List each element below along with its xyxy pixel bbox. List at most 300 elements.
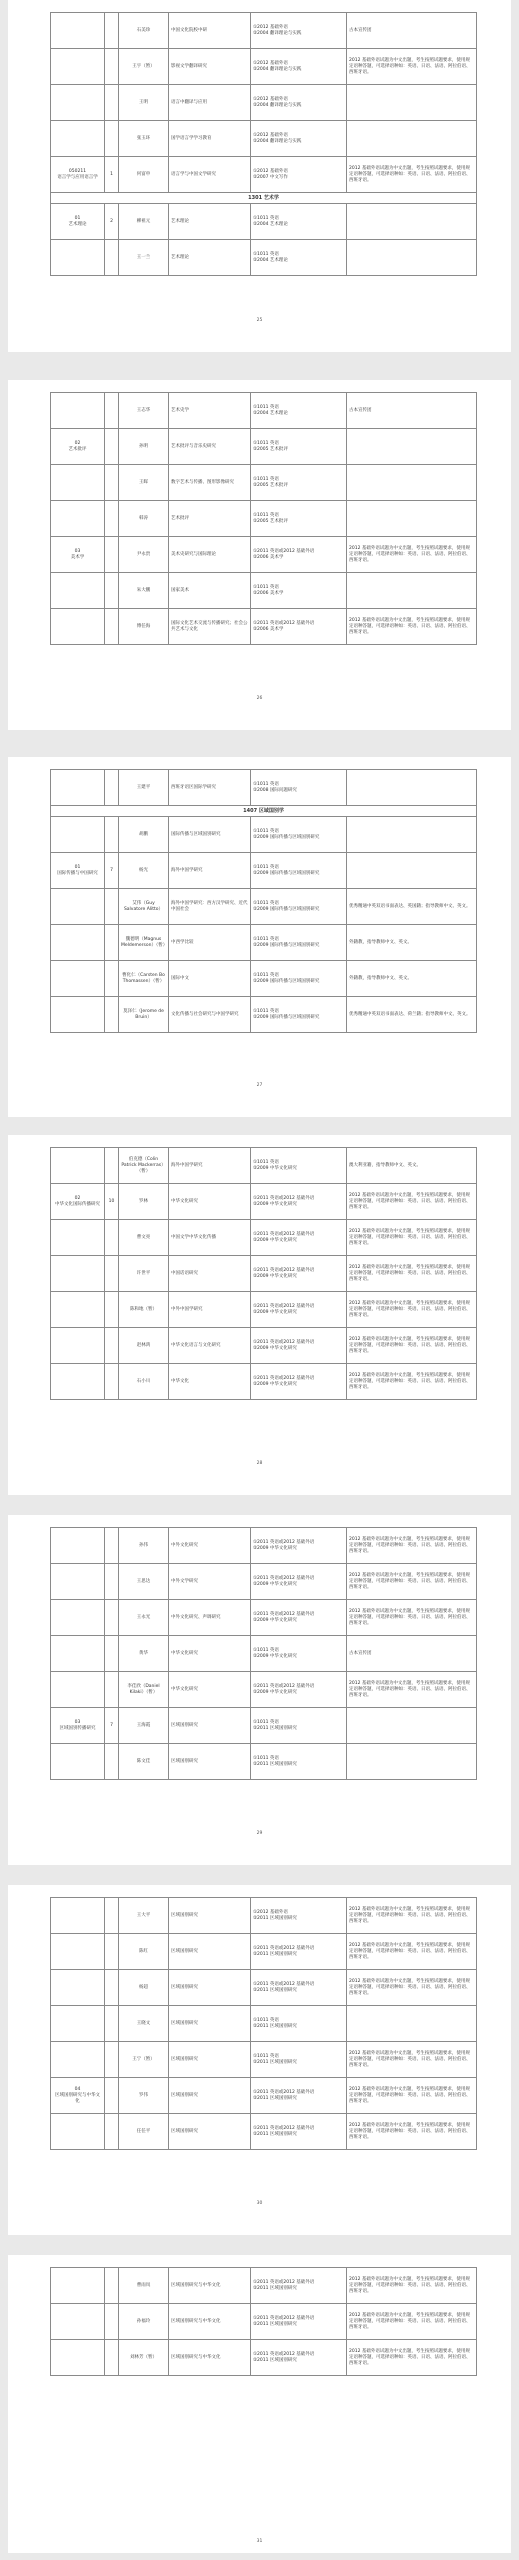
supervisor-cell: 陈和地（暂）: [119, 1292, 169, 1328]
exam-cell: ①2011 英语或2012 基础外语 ②2009 中华文化研究: [251, 1564, 347, 1600]
supervisor-cell: 曹雨岚: [119, 2268, 169, 2304]
exam-cell: ①1011 英语 ②2009 国际传播与区域国别研究: [251, 817, 347, 853]
subject-cell: [51, 2006, 105, 2042]
document-page: [8, 380, 511, 730]
subject-cell: [51, 1744, 105, 1780]
supervisor-cell: 曹化仁（Carsten Bo Thomassen）（暂）: [119, 961, 169, 997]
exam-cell: ①2011 英语或2012 基础外语 ②2009 中华文化研究: [251, 1600, 347, 1636]
subject-cell: [51, 465, 105, 501]
table-row: [51, 13, 477, 49]
subject-cell: [51, 49, 105, 85]
subject-cell: 03 区域国别传播研究: [51, 1708, 105, 1744]
exam-cell: ①2012 基础外语 ②2004 翻译理论与实践: [251, 13, 347, 49]
remark-cell: 2012 基础外语试题为中文出题，考生按照试题要求，使用规定语种答题，可选择语种如：英语、日语、法语、阿拉伯语、西班牙语。: [347, 2304, 477, 2340]
remark-cell: [347, 817, 477, 853]
exam-cell: ①2011 英语或2012 基础外语 ②2011 区域国别研究: [251, 2268, 347, 2304]
table-row: [51, 1970, 477, 2006]
table-row: [51, 2042, 477, 2078]
direction-cell: 艺术理论: [169, 240, 251, 276]
admission-table: [50, 392, 477, 645]
remark-cell: 2012 基础外语试题为中文出题，考生按照试题要求，使用规定语种答题，可选择语种如：英语、日语、法语、阿拉伯语、西班牙语。: [347, 1292, 477, 1328]
remark-cell: 古本宣传团: [347, 13, 477, 49]
subject-cell: [51, 2304, 105, 2340]
supervisor-cell: 何富申: [119, 157, 169, 193]
quota-cell: [105, 609, 119, 645]
table-row: [51, 1364, 477, 1400]
subject-cell: [51, 1636, 105, 1672]
table-row: [51, 817, 477, 853]
quota-cell: 1: [105, 157, 119, 193]
table-row: [51, 1898, 477, 1934]
direction-cell: 艺术史学: [169, 393, 251, 429]
supervisor-cell: 王思达: [119, 1564, 169, 1600]
supervisor-cell: 莫泽仁（Jerome de Bruin）: [119, 997, 169, 1033]
subject-cell: [51, 1148, 105, 1184]
exam-cell: ①2011 英语或2012 基础外语 ②2011 区域国别研究: [251, 2304, 347, 2340]
table-row: [51, 121, 477, 157]
remark-cell: 优秀精通中英双语书面表达、英国籍；指导教师中文、英文。: [347, 889, 477, 925]
direction-cell: 区域国别研究: [169, 1744, 251, 1780]
exam-cell: ①1011 英语 ②2005 艺术批评: [251, 501, 347, 537]
supervisor-cell: 石小川: [119, 1364, 169, 1400]
direction-cell: 区域国别研究: [169, 1934, 251, 1970]
quota-cell: [105, 1148, 119, 1184]
direction-cell: 区域国别研究: [169, 2114, 251, 2150]
exam-cell: ①1011 英语 ②2009 中华文化研究: [251, 1148, 347, 1184]
subject-cell: [51, 501, 105, 537]
subject-cell: [51, 889, 105, 925]
table-row: [51, 1934, 477, 1970]
remark-cell: 2012 基础外语试题为中文出题，考生按照试题要求，使用规定语种答题，可选择语种如：英语、日语、法语、阿拉伯语、西班牙语。: [347, 1898, 477, 1934]
table-row: [51, 1328, 477, 1364]
exam-cell: ①1011 英语 ②2009 国际传播与区域国别研究: [251, 925, 347, 961]
subject-cell: [51, 573, 105, 609]
direction-cell: 艺术批评: [169, 501, 251, 537]
table-row: [51, 2114, 477, 2150]
supervisor-cell: 王海霞: [119, 1708, 169, 1744]
quota-cell: [105, 2114, 119, 2150]
direction-cell: 区域国别研究: [169, 1970, 251, 2006]
admission-table: [50, 1147, 477, 1400]
subject-cell: [51, 925, 105, 961]
supervisor-cell: 任任平: [119, 2114, 169, 2150]
supervisor-cell: 王晖: [119, 465, 169, 501]
supervisor-cell: 傅任海: [119, 609, 169, 645]
subject-cell: [51, 240, 105, 276]
remark-cell: 2012 基础外语试题为中文出题，考生按照试题要求，使用规定语种答题，可选择语种如：英语、日语、法语、阿拉伯语、西班牙语。: [347, 1364, 477, 1400]
remark-cell: 2012 基础外语试题为中文出题，考生按照试题要求，使用规定语种答题，可选择语种如：英语、日语、法语、阿拉伯语、西班牙语。: [347, 2340, 477, 2376]
quota-cell: [105, 2078, 119, 2114]
remark-cell: 2012 基础外语试题为中文出题，考生按照试题要求，使用规定语种答题，可选择语种如：英语、日语、法语、阿拉伯语、西班牙语。: [347, 1528, 477, 1564]
direction-cell: 中华文化: [169, 1364, 251, 1400]
quota-cell: 7: [105, 853, 119, 889]
remark-cell: 2012 基础外语试题为中文出题，考生按照试题要求，使用规定语种答题，可选择语种如：英语、日语、法语、阿拉伯语、西班牙语。: [347, 1220, 477, 1256]
subject-cell: [51, 817, 105, 853]
supervisor-cell: 石美珍: [119, 13, 169, 49]
quota-cell: [105, 2340, 119, 2376]
exam-cell: ①1011 英语 ②2009 中华文化研究: [251, 1636, 347, 1672]
direction-cell: 区域国别研究: [169, 1708, 251, 1744]
remark-cell: [347, 2006, 477, 2042]
subject-cell: [51, 2114, 105, 2150]
subject-cell: [51, 1256, 105, 1292]
remark-cell: [347, 501, 477, 537]
supervisor-cell: 李佳欣（Daniel Kilaki）（暂）: [119, 1672, 169, 1708]
subject-cell: [51, 2042, 105, 2078]
remark-cell: 2012 基础外语试题为中文出题，考生按照试题要求，使用规定语种答题，可选择语种如：英语、日语、法语、阿拉伯语、西班牙语。: [347, 609, 477, 645]
table-row: [51, 1528, 477, 1564]
direction-cell: 数字艺术与传播、图形影像研究: [169, 465, 251, 501]
table-row: [51, 997, 477, 1033]
exam-cell: ①2011 英语或2012 基础外语 ②2006 美术学: [251, 537, 347, 573]
supervisor-cell: 王一兰: [119, 240, 169, 276]
exam-cell: ①2011 英语或2012 基础外语 ②2006 美术学: [251, 609, 347, 645]
quota-cell: [105, 925, 119, 961]
quota-cell: [105, 770, 119, 806]
remark-cell: 2012 基础外语试题为中文出题，考生按照试题要求，使用规定语种答题，可选择语种如：英语、日语、法语、阿拉伯语、西班牙语。: [347, 1184, 477, 1220]
supervisor-cell: 柳祖元: [119, 204, 169, 240]
supervisor-cell: 陈红: [119, 1934, 169, 1970]
supervisor-cell: 孙明: [119, 429, 169, 465]
subject-cell: [51, 393, 105, 429]
exam-cell: ①2011 英语或2012 基础外语 ②2011 区域国别研究: [251, 2078, 347, 2114]
direction-cell: 海外中国学研究: [169, 853, 251, 889]
quota-cell: [105, 240, 119, 276]
remark-cell: [347, 85, 477, 121]
exam-cell: ①1011 英语 ②2004 艺术理论: [251, 393, 347, 429]
supervisor-cell: 王晓文: [119, 2006, 169, 2042]
supervisor-cell: 陈文佳: [119, 1744, 169, 1780]
supervisor-cell: 朱大鹏: [119, 573, 169, 609]
remark-cell: 2012 基础外语试题为中文出题，考生按照试题要求，使用规定语种答题，可选择语种如：英语、日语、法语、阿拉伯语、西班牙语。: [347, 1672, 477, 1708]
document-page: [8, 2255, 511, 2553]
document-page: [8, 1515, 511, 1865]
remark-cell: 2012 基础外语试题为中文出题，考生按照试题要求，使用规定语种答题，可选择语种如：英语、日语、法语、阿拉伯语、西班牙语。: [347, 1328, 477, 1364]
table-row: [51, 2268, 477, 2304]
table-row: [51, 609, 477, 645]
exam-cell: ①2011 英语或2012 基础外语 ②2009 中华文化研究: [251, 1256, 347, 1292]
subject-cell: [51, 1898, 105, 1934]
subject-cell: [51, 2340, 105, 2376]
quota-cell: [105, 997, 119, 1033]
subject-cell: [51, 1672, 105, 1708]
subject-cell: [51, 2268, 105, 2304]
table-row: [51, 1220, 477, 1256]
quota-cell: [105, 1220, 119, 1256]
page-number: 26: [256, 696, 263, 701]
direction-cell: 海外中国学研究：西方汉学研究、近代中国社会: [169, 889, 251, 925]
subject-cell: [51, 85, 105, 121]
supervisor-cell: 张玉环: [119, 121, 169, 157]
supervisor-cell: 王永光: [119, 1600, 169, 1636]
remark-cell: 2012 基础外语试题为中文出题，考生按照试题要求，使用规定语种答题，可选择语种如：英语、日语、法语、阿拉伯语、西班牙语。: [347, 537, 477, 573]
quota-cell: [105, 1934, 119, 1970]
supervisor-cell: 刘林芳（暂）: [119, 2340, 169, 2376]
direction-cell: 西班牙语区国际学研究: [169, 770, 251, 806]
quota-cell: [105, 1256, 119, 1292]
exam-cell: ①2012 基础外语 ②2004 翻译理论与实践: [251, 121, 347, 157]
quota-cell: [105, 1528, 119, 1564]
direction-cell: 语言中翻译与应用: [169, 85, 251, 121]
exam-cell: ①2011 英语或2012 基础外语 ②2011 区域国别研究: [251, 2114, 347, 2150]
exam-cell: ①2011 英语或2012 基础外语 ②2009 中华文化研究: [251, 1528, 347, 1564]
table-row: [51, 85, 477, 121]
table-row: [51, 1708, 477, 1744]
subject-cell: [51, 609, 105, 645]
admission-table: [50, 12, 477, 276]
direction-cell: 中外文学研究: [169, 1564, 251, 1600]
direction-cell: 海外中国学研究: [169, 1148, 251, 1184]
table-row: [51, 240, 477, 276]
section-row: [51, 193, 477, 204]
supervisor-cell: 王明: [119, 85, 169, 121]
quota-cell: [105, 1744, 119, 1780]
direction-cell: 区域国别研究: [169, 1898, 251, 1934]
supervisor-cell: 艾伟（Guy Salvatore Alitto）: [119, 889, 169, 925]
remark-cell: 2012 基础外语试题为中文出题，考生按照试题要求，使用规定语种答题，可选择语种如：英语、日语、法语、阿拉伯语、西班牙语。: [347, 1600, 477, 1636]
exam-cell: ①2011 英语或2012 基础外语 ②2009 中华文化研究: [251, 1292, 347, 1328]
exam-cell: ①2012 基础外语 ②2011 区域国别研究: [251, 1898, 347, 1934]
subject-cell: [51, 13, 105, 49]
remark-cell: 外籍教，指导教师中文、英文。: [347, 925, 477, 961]
remark-cell: 2012 基础外语试题为中文出题，考生按照试题要求，使用规定语种答题，可选择语种如：英语、日语、法语、阿拉伯语、西班牙语。: [347, 157, 477, 193]
exam-cell: ①2011 英语或2012 基础外语 ②2009 中华文化研究: [251, 1220, 347, 1256]
direction-cell: 国家美术: [169, 573, 251, 609]
table-row: [51, 157, 477, 193]
quota-cell: [105, 85, 119, 121]
direction-cell: 语言学与中国文学研究: [169, 157, 251, 193]
page-number: 29: [256, 1831, 263, 1836]
subject-cell: [51, 1564, 105, 1600]
subject-cell: 02 中华文化国际传播研究: [51, 1184, 105, 1220]
remark-cell: 2012 基础外语试题为中文出题，考生按照试题要求，使用规定语种答题，可选择语种如：英语、日语、法语、阿拉伯语、西班牙语。: [347, 49, 477, 85]
remark-cell: [347, 121, 477, 157]
subject-cell: 04 区域国别研究与中华文化: [51, 2078, 105, 2114]
remark-cell: 古本宣传团: [347, 393, 477, 429]
exam-cell: ①1011 英语 ②2011 区域国别研究: [251, 2006, 347, 2042]
exam-cell: ①1011 英语 ②2009 国际传播与区域国别研究: [251, 853, 347, 889]
supervisor-cell: 杨光: [119, 853, 169, 889]
quota-cell: [105, 49, 119, 85]
quota-cell: [105, 1636, 119, 1672]
direction-cell: 中国话语研究: [169, 1256, 251, 1292]
page-number: 27: [256, 1083, 263, 1088]
subject-cell: [51, 121, 105, 157]
remark-cell: [347, 770, 477, 806]
supervisor-cell: 韩涛: [119, 501, 169, 537]
exam-cell: ①1011 英语 ②2004 艺术理论: [251, 240, 347, 276]
supervisor-cell: 曹文亮: [119, 1220, 169, 1256]
admission-table: [50, 1527, 477, 1780]
table-row: [51, 1184, 477, 1220]
quota-cell: [105, 465, 119, 501]
supervisor-cell: 王建平: [119, 770, 169, 806]
subject-cell: [51, 1970, 105, 2006]
quota-cell: [105, 2006, 119, 2042]
subject-cell: [51, 1292, 105, 1328]
table-row: [51, 1148, 477, 1184]
admission-table: [50, 2267, 477, 2376]
section-title: 1407 区域国别学: [51, 806, 477, 817]
quota-cell: 7: [105, 1708, 119, 1744]
remark-cell: 2012 基础外语试题为中文出题，考生按照试题要求，使用规定语种答题，可选择语种如：英语、日语、法语、阿拉伯语、西班牙语。: [347, 1970, 477, 2006]
subject-cell: [51, 1528, 105, 1564]
remark-cell: 2012 基础外语试题为中文出题，考生按照试题要求，使用规定语种答题，可选择语种如：英语、日语、法语、阿拉伯语、西班牙语。: [347, 2114, 477, 2150]
table-row: [51, 889, 477, 925]
direction-cell: 中外中国学研究: [169, 1292, 251, 1328]
table-row: [51, 2340, 477, 2376]
direction-cell: 中外文化研究、声调研究: [169, 1600, 251, 1636]
subject-cell: [51, 961, 105, 997]
exam-cell: ①2011 英语或2012 基础外语 ②2009 中华文化研究: [251, 1364, 347, 1400]
remark-cell: [347, 204, 477, 240]
document-page: [8, 0, 511, 352]
exam-cell: ①2011 英语或2012 基础外语 ②2011 区域国别研究: [251, 2340, 347, 2376]
supervisor-cell: 王志华: [119, 393, 169, 429]
table-row: [51, 465, 477, 501]
subject-cell: 02 艺术批评: [51, 429, 105, 465]
table-row: [51, 961, 477, 997]
remark-cell: 2012 基础外语试题为中文出题，考生按照试题要求，使用规定语种答题，可选择语种如：英语、日语、法语、阿拉伯语、西班牙语。: [347, 2042, 477, 2078]
exam-cell: ①1011 英语 ②2011 区域国别研究: [251, 2042, 347, 2078]
table-row: [51, 1256, 477, 1292]
section-row: [51, 806, 477, 817]
remark-cell: [347, 465, 477, 501]
exam-cell: ①2011 英语或2012 基础外语 ②2009 中华文化研究: [251, 1328, 347, 1364]
supervisor-cell: 王宁（暂）: [119, 2042, 169, 2078]
supervisor-cell: 罗伟: [119, 2078, 169, 2114]
document-page: [8, 1135, 511, 1495]
remark-cell: [347, 573, 477, 609]
subject-cell: [51, 770, 105, 806]
page-number: 25: [256, 318, 263, 323]
remark-cell: [347, 1744, 477, 1780]
subject-cell: [51, 1364, 105, 1400]
table-row: [51, 1564, 477, 1600]
exam-cell: ①2011 英语或2012 基础外语 ②2011 区域国别研究: [251, 1970, 347, 2006]
exam-cell: ①2012 基础外语 ②2004 翻译理论与实践: [251, 85, 347, 121]
remark-cell: 2012 基础外语试题为中文出题，考生按照试题要求，使用规定语种答题，可选择语种如：英语、日语、法语、阿拉伯语、西班牙语。: [347, 1564, 477, 1600]
exam-cell: ①1011 英语 ②2011 区域国别研究: [251, 1744, 347, 1780]
direction-cell: 中外文化研究: [169, 1528, 251, 1564]
quota-cell: [105, 1292, 119, 1328]
direction-cell: 国际中文: [169, 961, 251, 997]
direction-cell: 美术史研究与国际理论: [169, 537, 251, 573]
supervisor-cell: 胡鹏: [119, 817, 169, 853]
quota-cell: [105, 13, 119, 49]
table-row: [51, 2006, 477, 2042]
table-row: [51, 573, 477, 609]
supervisor-cell: 许世平: [119, 1256, 169, 1292]
exam-cell: ①1011 英语 ②2008 国际问题研究: [251, 770, 347, 806]
document-page: [8, 757, 511, 1117]
subject-cell: [51, 1600, 105, 1636]
supervisor-cell: 孙伟: [119, 1528, 169, 1564]
exam-cell: ①2011 英语或2012 基础外语 ②2009 中华文化研究: [251, 1184, 347, 1220]
remark-cell: 澳大利亚籍，指导教师中文、英文。: [347, 1148, 477, 1184]
supervisor-cell: 杨超: [119, 1970, 169, 2006]
exam-cell: ①1011 英语 ②2005 艺术批评: [251, 465, 347, 501]
admission-table: [50, 769, 477, 1033]
quota-cell: [105, 1564, 119, 1600]
direction-cell: 区域国别研究: [169, 2006, 251, 2042]
table-row: [51, 49, 477, 85]
table-row: [51, 925, 477, 961]
exam-cell: ①2012 基础外语 ②2004 翻译理论与实践: [251, 49, 347, 85]
table-row: [51, 770, 477, 806]
quota-cell: [105, 1600, 119, 1636]
remark-cell: [347, 1708, 477, 1744]
quota-cell: 10: [105, 1184, 119, 1220]
direction-cell: 区域国别研究: [169, 2042, 251, 2078]
table-row: [51, 1292, 477, 1328]
subject-cell: [51, 1220, 105, 1256]
exam-cell: ①1011 英语 ②2006 美术学: [251, 573, 347, 609]
direction-cell: 影视文学翻译研究: [169, 49, 251, 85]
table-row: [51, 204, 477, 240]
supervisor-cell: 尹永贵: [119, 537, 169, 573]
quota-cell: 2: [105, 204, 119, 240]
table-row: [51, 393, 477, 429]
remark-cell: [347, 240, 477, 276]
direction-cell: 国际文化艺术交流与传播研究；社会公共艺术与文化: [169, 609, 251, 645]
exam-cell: ①1011 英语 ②2009 国际传播与区域国别研究: [251, 961, 347, 997]
supervisor-cell: 伯克德（Colin Patrick Mackerras）（暂）: [119, 1148, 169, 1184]
table-row: [51, 537, 477, 573]
quota-cell: [105, 889, 119, 925]
admission-table: [50, 1897, 477, 2150]
supervisor-cell: 孙福玲: [119, 2304, 169, 2340]
quota-cell: [105, 573, 119, 609]
quota-cell: [105, 2268, 119, 2304]
exam-cell: ①1011 英语 ②2009 国际传播与区域国别研究: [251, 997, 347, 1033]
quota-cell: [105, 393, 119, 429]
quota-cell: [105, 1672, 119, 1708]
exam-cell: ①1011 英语 ②2011 区域国别研究: [251, 1708, 347, 1744]
exam-cell: ①1011 英语 ②2009 国际传播与区域国别研究: [251, 889, 347, 925]
direction-cell: 中国文学中华文化传播: [169, 1220, 251, 1256]
quota-cell: [105, 1970, 119, 2006]
table-row: [51, 429, 477, 465]
subject-cell: [51, 1328, 105, 1364]
subject-cell: [51, 1934, 105, 1970]
direction-cell: 区域国别研究与中华文化: [169, 2268, 251, 2304]
table-row: [51, 501, 477, 537]
subject-cell: 01 艺术理论: [51, 204, 105, 240]
quota-cell: [105, 2042, 119, 2078]
table-row: [51, 1600, 477, 1636]
quota-cell: [105, 1328, 119, 1364]
quota-cell: [105, 2304, 119, 2340]
quota-cell: [105, 1364, 119, 1400]
quota-cell: [105, 817, 119, 853]
quota-cell: [105, 429, 119, 465]
exam-cell: ①2011 英语或2012 基础外语 ②2009 中华文化研究: [251, 1672, 347, 1708]
remark-cell: 优秀精通中英双语书面表达、荷兰籍；指导教师中文、英文。: [347, 997, 477, 1033]
exam-cell: ①1011 英语 ②2005 艺术批评: [251, 429, 347, 465]
exam-cell: ①2011 英语或2012 基础外语 ②2011 区域国别研究: [251, 1934, 347, 1970]
remark-cell: 2012 基础外语试题为中文出题，考生按照试题要求，使用规定语种答题，可选择语种如：英语、日语、法语、阿拉伯语、西班牙语。: [347, 2078, 477, 2114]
direction-cell: 区域国别研究: [169, 2078, 251, 2114]
direction-cell: 中华文化语言与文化研究: [169, 1328, 251, 1364]
subject-cell: 03 美术学: [51, 537, 105, 573]
supervisor-cell: 魏德明（Magnus Meldemerson）（暂）: [119, 925, 169, 961]
table-row: [51, 1636, 477, 1672]
remark-cell: 2012 基础外语试题为中文出题，考生按照试题要求，使用规定语种答题，可选择语种如：英语、日语、法语、阿拉伯语、西班牙语。: [347, 2268, 477, 2304]
table-row: [51, 853, 477, 889]
direction-cell: 国学语言学学习教育: [169, 121, 251, 157]
direction-cell: 区域国别研究与中华文化: [169, 2340, 251, 2376]
